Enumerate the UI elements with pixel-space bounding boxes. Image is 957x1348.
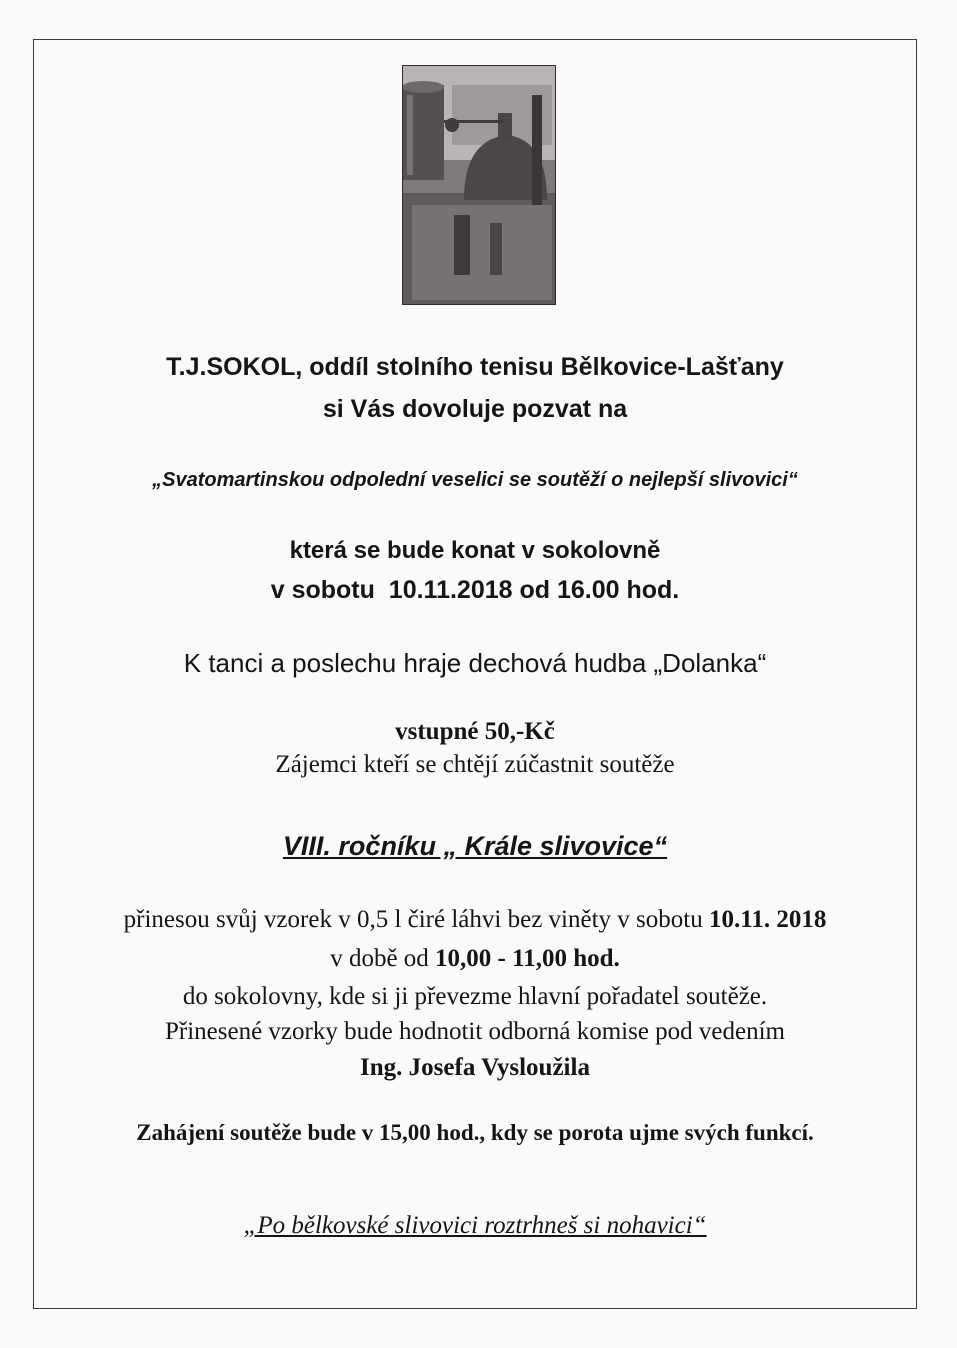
contest-title: VIII. ročníku „ Krále slivovice“ (282, 831, 668, 861)
evaluation-line: Přinesené vzorky bude hodnotit odborná komise pod vedením (164, 1018, 786, 1045)
dropoff-line: do sokolovny, kde si ji převezme hlavní pořadatel soutěže. (182, 983, 768, 1010)
sample-text: přinesou svůj vzorek v 0,5 l čiré láhvi bez viněty v sobotu (123, 906, 709, 933)
motto: „Po bělkovské slivovici roztrhneš si nohavici“ (243, 1212, 707, 1239)
date-value: 10.11.2018 od 16.00 hod. (388, 576, 680, 604)
entry-fee: vstupné 50,-Kč (395, 718, 555, 745)
sample-line (33, 906, 917, 934)
venue-line: která se bude konat v sokolovně (289, 537, 661, 564)
date-line (33, 576, 917, 605)
time-value: 10,00 - 11,00 hod. (435, 945, 620, 972)
judge-name: Ing. Josefa Vysloužila (360, 1054, 590, 1081)
time-line (33, 945, 917, 973)
date-prefix: v sobotu (270, 576, 389, 604)
sample-date: 10.11. 2018 (708, 906, 827, 933)
header-line-1: T.J.SOKOL, oddíl stolního tenisu Bělkovice-Lašťany (166, 353, 784, 381)
music-line: K tanci a poslechu hraje dechová hudba „Dolanka“ (183, 648, 767, 678)
interested-line: Zájemci kteří se chtějí zúčastnit soutěže (275, 751, 675, 778)
event-name: „Svatomartinskou odpolední veselici se soutěží o nejlepší slivovici“ (152, 469, 798, 491)
time-prefix: v době od (330, 945, 436, 972)
distillery-photo (402, 65, 556, 305)
start-line: Zahájení soutěže bude v 15,00 hod., kdy se porota ujme svých funkcí. (136, 1120, 814, 1145)
header-line-2: si Vás dovoluje pozvat na (322, 395, 628, 423)
